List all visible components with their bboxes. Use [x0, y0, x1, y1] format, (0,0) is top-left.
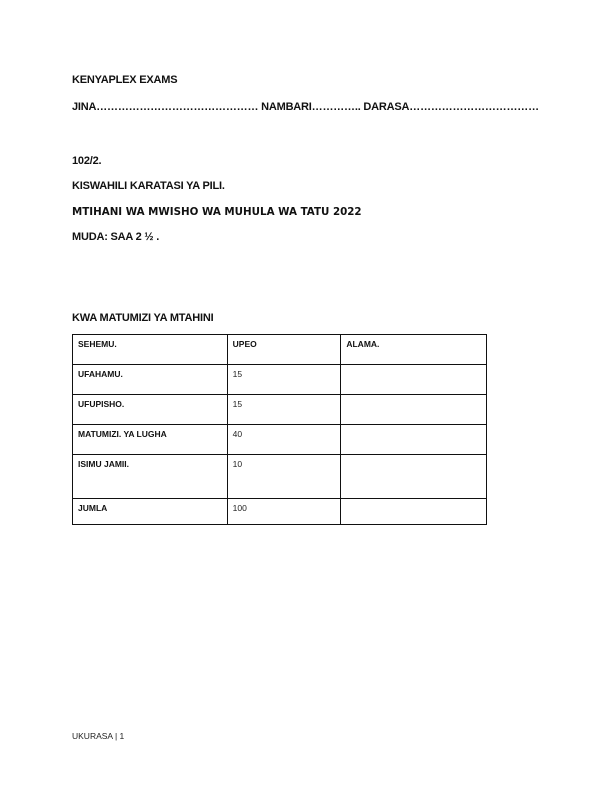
school-name: KENYAPLEX EXAMS	[72, 74, 178, 86]
column-header: UPEO	[227, 335, 341, 365]
exam-duration: MUDA: SAA 2 ½ .	[72, 231, 160, 243]
score-cell[interactable]	[341, 395, 487, 425]
examiner-section-heading: KWA MATUMIZI YA MTAHINI	[72, 312, 214, 324]
section-name: UFAHAMU.	[73, 365, 228, 395]
table-row	[73, 455, 487, 499]
max-marks: 10	[227, 455, 341, 499]
column-header: SEHEMU.	[73, 335, 228, 365]
table-total-row	[73, 499, 487, 525]
section-name: UFUPISHO.	[73, 395, 228, 425]
table-row	[73, 425, 487, 455]
section-name: ISIMU JAMII.	[73, 455, 228, 499]
marks-table	[72, 334, 487, 525]
page-number: UKURASA | 1	[72, 731, 125, 741]
score-cell[interactable]	[341, 425, 487, 455]
table-header-row	[73, 335, 487, 365]
score-cell[interactable]	[341, 499, 487, 525]
max-marks: 15	[227, 395, 341, 425]
student-details-line: JINA……………………………………… NAMBARI………….. DARASA………………………………	[72, 101, 539, 113]
max-marks: 15	[227, 365, 341, 395]
max-marks: 40	[227, 425, 341, 455]
max-marks: 100	[227, 499, 341, 525]
section-name: MATUMIZI. YA LUGHA	[73, 425, 228, 455]
paper-code: 102/2.	[72, 155, 102, 167]
subject-title: KISWAHILI KARATASI YA PILI.	[72, 180, 225, 192]
score-cell[interactable]	[341, 455, 487, 499]
section-name: JUMLA	[73, 499, 228, 525]
table-row	[73, 395, 487, 425]
table-row	[73, 365, 487, 395]
column-header: ALAMA.	[341, 335, 487, 365]
score-cell[interactable]	[341, 365, 487, 395]
exam-title: MTIHANI WA MWISHO WA MUHULA WA TATU 2022	[72, 206, 362, 218]
